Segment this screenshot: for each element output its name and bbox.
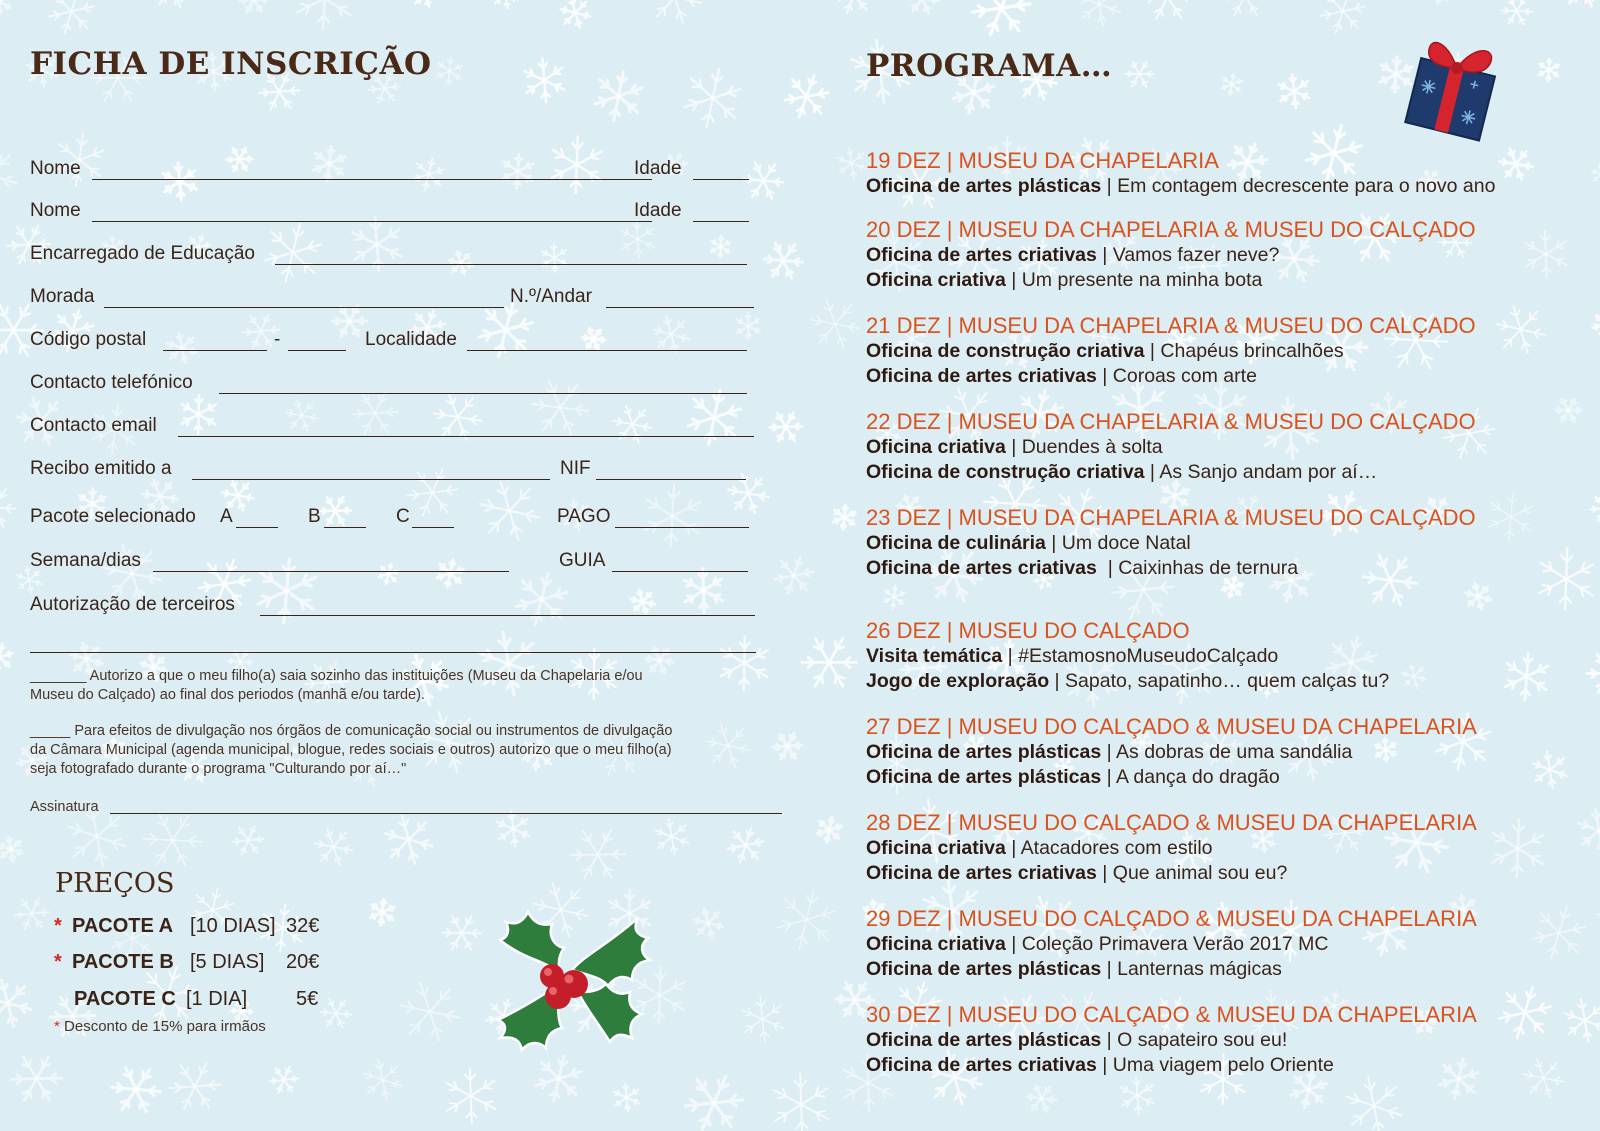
activity-type: Oficina de construção criativa bbox=[866, 461, 1145, 483]
snowflake-icon bbox=[769, 550, 819, 601]
price-row-b bbox=[54, 951, 320, 974]
price-value: 32€ bbox=[286, 915, 320, 937]
program-day bbox=[866, 313, 1476, 389]
activity-title: | Um doce Natal bbox=[1045, 532, 1191, 554]
activity-title: | O sapateiro sou eu! bbox=[1101, 1029, 1288, 1051]
snowflake-icon bbox=[649, 816, 694, 858]
activity-type: Oficina de artes criativas bbox=[866, 862, 1097, 884]
label-assinatura: Assinatura bbox=[30, 799, 99, 815]
program-day-heading: 23 DEZ | MUSEU DA CHAPELARIA & MUSEU DO CALÇADO bbox=[866, 505, 1476, 530]
snowflake-icon bbox=[1559, 0, 1600, 8]
program-list bbox=[866, 148, 1586, 1088]
program-activity bbox=[866, 836, 1477, 861]
holly-icon bbox=[482, 900, 662, 1060]
label-encarregado: Encarregado de Educação bbox=[30, 243, 255, 264]
pacote-b-field[interactable] bbox=[324, 527, 366, 528]
activity-title: | Atacadores com estilo bbox=[1005, 837, 1213, 859]
snowflake-icon bbox=[807, 298, 864, 350]
activity-type: Oficina criativa bbox=[866, 933, 1006, 955]
snowflake-icon bbox=[828, 502, 860, 533]
snowflake-icon bbox=[766, 879, 846, 959]
snowflake-icon bbox=[563, 818, 633, 890]
codigo-postal-dash: - bbox=[274, 329, 281, 350]
snowflake-icon bbox=[228, 820, 269, 862]
activity-title: | Chapéus brincalhões bbox=[1144, 340, 1344, 362]
form-row-encarregado bbox=[30, 243, 755, 269]
label-recibo: Recibo emitido a bbox=[30, 458, 172, 479]
snowflake-icon bbox=[1136, 0, 1200, 30]
activity-title: | Coleção Primavera Verão 2017 MC bbox=[1005, 933, 1329, 955]
program-day bbox=[866, 906, 1477, 982]
activity-type: Oficina criativa bbox=[866, 837, 1006, 859]
program-activity bbox=[866, 932, 1477, 957]
snowflake-icon bbox=[10, 891, 54, 936]
activity-title: | Lanternas mágicas bbox=[1101, 958, 1282, 980]
program-activity bbox=[866, 531, 1476, 556]
guia-field[interactable] bbox=[612, 571, 748, 572]
activity-type: Oficina de artes plásticas bbox=[866, 1029, 1102, 1051]
form-row-email bbox=[30, 415, 755, 441]
activity-type: Oficina criativa bbox=[866, 436, 1006, 458]
program-activity bbox=[866, 435, 1476, 460]
activity-title: | As dobras de uma sandália bbox=[1101, 741, 1353, 763]
idade-field[interactable] bbox=[693, 221, 749, 222]
activity-type: Oficina de artes plásticas bbox=[866, 766, 1102, 788]
activity-title: | A dança do dragão bbox=[1101, 766, 1280, 788]
activity-title: | Caixinhas de ternura bbox=[1096, 557, 1299, 579]
snowflake-icon bbox=[516, 54, 572, 107]
activity-type: Oficina de artes criativas bbox=[866, 365, 1097, 387]
price-name: PACOTE A bbox=[72, 915, 174, 937]
snowflake-icon bbox=[0, 143, 24, 207]
auth-divulgacao-line: da Câmara Municipal (agenda municipal, blogue, redes sociais e outros) autorizo que o meu filho(a) bbox=[30, 742, 672, 758]
program-day bbox=[866, 714, 1477, 790]
activity-type: Oficina de artes plásticas bbox=[866, 175, 1102, 197]
form-row-semana bbox=[30, 550, 755, 576]
form-title: FICHA DE INSCRIÇÃO bbox=[30, 46, 432, 82]
snowflake-icon bbox=[0, 0, 16, 17]
activity-title: | Coroas com arte bbox=[1096, 365, 1257, 387]
price-name: PACOTE C bbox=[74, 988, 176, 1010]
program-activity bbox=[866, 268, 1476, 293]
form-row-pacote bbox=[30, 506, 755, 532]
snowflake-icon bbox=[964, 0, 1039, 46]
snowflake-icon bbox=[763, 242, 805, 279]
localidade-field[interactable] bbox=[467, 350, 747, 351]
snowflake-icon bbox=[1426, 0, 1454, 7]
program-activity bbox=[866, 243, 1476, 268]
label-autorizacao: Autorização de terceiros bbox=[30, 594, 235, 615]
snowflake-icon bbox=[1589, 162, 1600, 186]
assinatura-field[interactable] bbox=[110, 813, 782, 814]
snowflake-icon bbox=[142, 813, 203, 867]
program-title: PROGRAMA… bbox=[866, 48, 1113, 84]
label-idade: Idade bbox=[634, 200, 682, 221]
snowflake-icon bbox=[319, 998, 353, 1028]
form-row-codigo-postal bbox=[30, 329, 755, 355]
nif-field[interactable] bbox=[596, 479, 746, 480]
program-day-heading: 27 DEZ | MUSEU DO CALÇADO & MUSEU DA CHAPELARIA bbox=[866, 714, 1477, 739]
price-row-a bbox=[54, 915, 320, 938]
snowflake-icon bbox=[409, 0, 441, 8]
program-day bbox=[866, 1002, 1477, 1078]
activity-title: | #EstamosnoMuseudoCalçado bbox=[1002, 645, 1279, 667]
auth-saida-line: _______ Autorizo a que o meu filho(a) saia sozinho das instituições (Museu da Chapelaria e/ou bbox=[30, 668, 643, 684]
label-localidade: Localidade bbox=[365, 329, 457, 350]
program-day bbox=[866, 409, 1476, 485]
snowflake-icon bbox=[41, 0, 101, 42]
auth-divulgacao-text bbox=[30, 722, 790, 779]
snowflake-icon bbox=[609, 1080, 645, 1114]
activity-title: | Em contagem decrescente para o novo ano bbox=[1101, 175, 1496, 197]
auth-divulgacao-line: seja fotografado durante o programa "Culturando por aí…" bbox=[30, 761, 407, 777]
price-name: PACOTE B bbox=[72, 951, 174, 973]
label-pacote-c: C bbox=[396, 506, 410, 527]
activity-type: Oficina criativa bbox=[866, 269, 1006, 291]
codigo-postal-field-2[interactable] bbox=[288, 350, 346, 351]
program-day-heading: 22 DEZ | MUSEU DA CHAPELARIA & MUSEU DO CALÇADO bbox=[866, 409, 1476, 434]
snowflake-icon bbox=[813, 813, 846, 846]
program-day-heading: 30 DEZ | MUSEU DO CALÇADO & MUSEU DA CHAPELARIA bbox=[866, 1002, 1477, 1027]
morada-field[interactable] bbox=[104, 307, 504, 308]
snowflake-icon bbox=[379, 813, 438, 867]
price-star: * bbox=[54, 915, 62, 937]
pacote-c-field[interactable] bbox=[412, 527, 454, 528]
form-row-telefone bbox=[30, 372, 755, 398]
program-activity bbox=[866, 460, 1476, 485]
program-day-heading: 28 DEZ | MUSEU DO CALÇADO & MUSEU DA CHAPELARIA bbox=[866, 810, 1477, 835]
idade-field[interactable] bbox=[693, 179, 749, 180]
semana-field[interactable] bbox=[153, 571, 509, 572]
activity-type: Visita temática bbox=[866, 645, 1003, 667]
activity-type: Oficina de culinária bbox=[866, 532, 1046, 554]
snowflake-icon bbox=[778, 67, 835, 125]
snowflake-icon bbox=[265, 1061, 302, 1099]
program-day-heading: 29 DEZ | MUSEU DO CALÇADO & MUSEU DA CHAPELARIA bbox=[866, 906, 1477, 931]
snowflake-icon bbox=[722, 822, 769, 869]
program-activity bbox=[866, 1053, 1477, 1078]
form-row-autorizacao bbox=[30, 594, 755, 620]
snowflake-icon bbox=[1590, 891, 1600, 955]
activity-title: | Que animal sou eu? bbox=[1096, 862, 1288, 884]
program-day-heading: 19 DEZ | MUSEU DA CHAPELARIA bbox=[866, 148, 1219, 173]
label-email: Contacto email bbox=[30, 415, 157, 436]
snowflake-icon bbox=[1216, 0, 1274, 26]
snowflake-icon bbox=[489, 0, 522, 11]
pacote-a-field[interactable] bbox=[236, 527, 278, 528]
snowflake-icon bbox=[557, 0, 593, 29]
snowflake-icon bbox=[1313, 0, 1373, 42]
snowflake-icon bbox=[1588, 308, 1600, 341]
discount-note bbox=[54, 1018, 266, 1035]
program-activity bbox=[866, 556, 1476, 581]
program-day-heading: 21 DEZ | MUSEU DA CHAPELARIA & MUSEU DO CALÇADO bbox=[866, 313, 1476, 338]
snowflake-icon bbox=[149, 0, 196, 9]
price-value: 5€ bbox=[296, 988, 319, 1010]
snowflake-icon bbox=[442, 916, 481, 950]
snowflake-icon bbox=[828, 0, 879, 21]
label-morada: Morada bbox=[30, 286, 95, 307]
encarregado-field[interactable] bbox=[275, 264, 747, 265]
activity-title: | Uma viagem pelo Oriente bbox=[1096, 1054, 1334, 1076]
price-star: * bbox=[54, 951, 62, 973]
activity-type: Oficina de artes plásticas bbox=[866, 958, 1102, 980]
program-activity bbox=[866, 364, 1476, 389]
auth-saida-text bbox=[30, 667, 770, 705]
snowflake-icon bbox=[1218, 70, 1246, 98]
snowflake-icon bbox=[236, 0, 271, 18]
snowflake-icon bbox=[677, 1065, 751, 1131]
activity-type: Oficina de artes plásticas bbox=[866, 741, 1102, 763]
price-days: [1 DIA] bbox=[186, 988, 248, 1010]
label-semana: Semana/dias bbox=[30, 550, 141, 571]
label-nome: Nome bbox=[30, 158, 81, 179]
activity-title: | As Sanjo andam por aí… bbox=[1144, 461, 1378, 483]
snowflake-icon bbox=[766, 406, 807, 448]
email-field[interactable] bbox=[178, 436, 754, 437]
program-activity bbox=[866, 669, 1389, 694]
snowflake-icon bbox=[395, 980, 465, 1044]
program-activity bbox=[866, 174, 1495, 199]
codigo-postal-field-1[interactable] bbox=[163, 350, 267, 351]
form-row-recibo bbox=[30, 458, 755, 484]
label-nome: Nome bbox=[30, 200, 81, 221]
program-day-heading: 26 DEZ | MUSEU DO CALÇADO bbox=[866, 618, 1190, 643]
label-guia: GUIA bbox=[559, 550, 606, 571]
program-activity bbox=[866, 740, 1477, 765]
prices-title: PREÇOS bbox=[55, 868, 175, 899]
form-row-nome-2 bbox=[30, 200, 755, 226]
nome-field[interactable] bbox=[92, 221, 652, 222]
program-activity bbox=[866, 957, 1477, 982]
program-day bbox=[866, 618, 1389, 694]
snowflake-icon bbox=[761, 1066, 841, 1131]
discount-text: Desconto de 15% para irmãos bbox=[64, 1018, 266, 1035]
andar-field[interactable] bbox=[606, 307, 754, 308]
snowflake-icon bbox=[1534, 55, 1564, 84]
activity-title: | Vamos fazer neve? bbox=[1096, 244, 1280, 266]
snowflake-icon bbox=[110, 1066, 162, 1112]
program-day bbox=[866, 217, 1476, 293]
price-days: [10 DIAS] bbox=[190, 915, 276, 937]
program-day bbox=[866, 505, 1476, 581]
activity-title: | Sapato, sapatinho… quem calças tu? bbox=[1049, 670, 1390, 692]
program-activity bbox=[866, 644, 1389, 669]
snowflake-icon bbox=[734, 992, 791, 1046]
program-activity bbox=[866, 1028, 1477, 1053]
activity-type: Oficina de artes criativas bbox=[866, 244, 1097, 266]
discount-star: * bbox=[54, 1018, 60, 1035]
activity-type: Jogo de exploração bbox=[866, 670, 1050, 692]
autorizacao-field[interactable] bbox=[260, 615, 755, 616]
activity-title: | Duendes à solta bbox=[1005, 436, 1163, 458]
telefone-field[interactable] bbox=[219, 393, 747, 394]
snowflake-icon bbox=[284, 0, 365, 38]
program-day-heading: 20 DEZ | MUSEU DA CHAPELARIA & MUSEU DO CALÇADO bbox=[866, 217, 1476, 242]
program-activity bbox=[866, 765, 1477, 790]
snowflake-icon bbox=[431, 53, 468, 89]
program-day bbox=[866, 810, 1477, 886]
gift-icon bbox=[1394, 22, 1514, 147]
label-codigo-postal: Código postal bbox=[30, 329, 147, 350]
snowflake-icon bbox=[1501, 0, 1532, 25]
nome-field[interactable] bbox=[92, 179, 652, 180]
snowflake-icon bbox=[365, 896, 399, 929]
snowflake-icon bbox=[0, 487, 17, 527]
snowflake-icon bbox=[358, 1057, 407, 1103]
form-row-morada bbox=[30, 286, 755, 312]
label-andar: N.º/Andar bbox=[510, 286, 592, 307]
program-day bbox=[866, 148, 1495, 199]
form-row-nome-1 bbox=[30, 158, 755, 184]
activity-type: Oficina de artes criativas bbox=[866, 1054, 1097, 1076]
label-pacote-b: B bbox=[308, 506, 321, 527]
price-value: 20€ bbox=[286, 951, 320, 973]
snowflake-icon bbox=[312, 827, 356, 867]
activity-type: Oficina de construção criativa bbox=[866, 340, 1145, 362]
label-pago: PAGO bbox=[557, 506, 611, 527]
snowflake-icon bbox=[1273, 71, 1315, 111]
snowflake-icon bbox=[905, 0, 940, 14]
activity-type: Oficina de artes criativas bbox=[866, 557, 1097, 579]
label-pacote-a: A bbox=[220, 506, 233, 527]
snowflake-icon bbox=[0, 835, 26, 863]
pago-field[interactable] bbox=[615, 527, 749, 528]
snowflake-icon bbox=[690, 907, 726, 940]
snowflake-icon bbox=[674, 59, 752, 136]
snowflake-icon bbox=[435, 1061, 507, 1130]
auth-saida-line: Museu do Calçado) ao final dos periodos (manhã e/ou tarde). bbox=[30, 687, 425, 703]
price-days: [5 DIAS] bbox=[190, 951, 265, 973]
snowflake-icon bbox=[644, 0, 706, 26]
auth-divulgacao-line: _____ Para efeitos de divulgação nos órgãos de comunicação social ou instrumentos de divulgação bbox=[30, 723, 673, 739]
label-telefone: Contacto telefónico bbox=[30, 372, 193, 393]
snowflake-icon bbox=[1586, 490, 1600, 527]
snowflake-icon bbox=[740, 0, 769, 2]
activity-title: | Um presente na minha bota bbox=[1005, 269, 1263, 291]
program-activity bbox=[866, 861, 1477, 886]
snowflake-icon bbox=[5, 1046, 69, 1112]
snowflake-icon bbox=[1025, 1084, 1057, 1113]
snowflake-icon bbox=[1125, 61, 1154, 86]
autorizacao-field-2[interactable] bbox=[30, 652, 756, 653]
snowflake-icon bbox=[1072, 0, 1127, 30]
snowflake-icon bbox=[0, 977, 36, 1030]
snowflake-icon bbox=[802, 639, 857, 686]
snowflake-icon bbox=[0, 639, 18, 675]
snowflake-icon bbox=[162, 1053, 227, 1120]
label-pacote: Pacote selecionado bbox=[30, 506, 196, 527]
label-nif: NIF bbox=[560, 458, 591, 479]
snowflake-icon bbox=[586, 64, 651, 128]
program-activity bbox=[866, 339, 1476, 364]
assinatura-row bbox=[30, 798, 790, 820]
label-idade: Idade bbox=[634, 158, 682, 179]
recibo-field[interactable] bbox=[192, 479, 550, 480]
